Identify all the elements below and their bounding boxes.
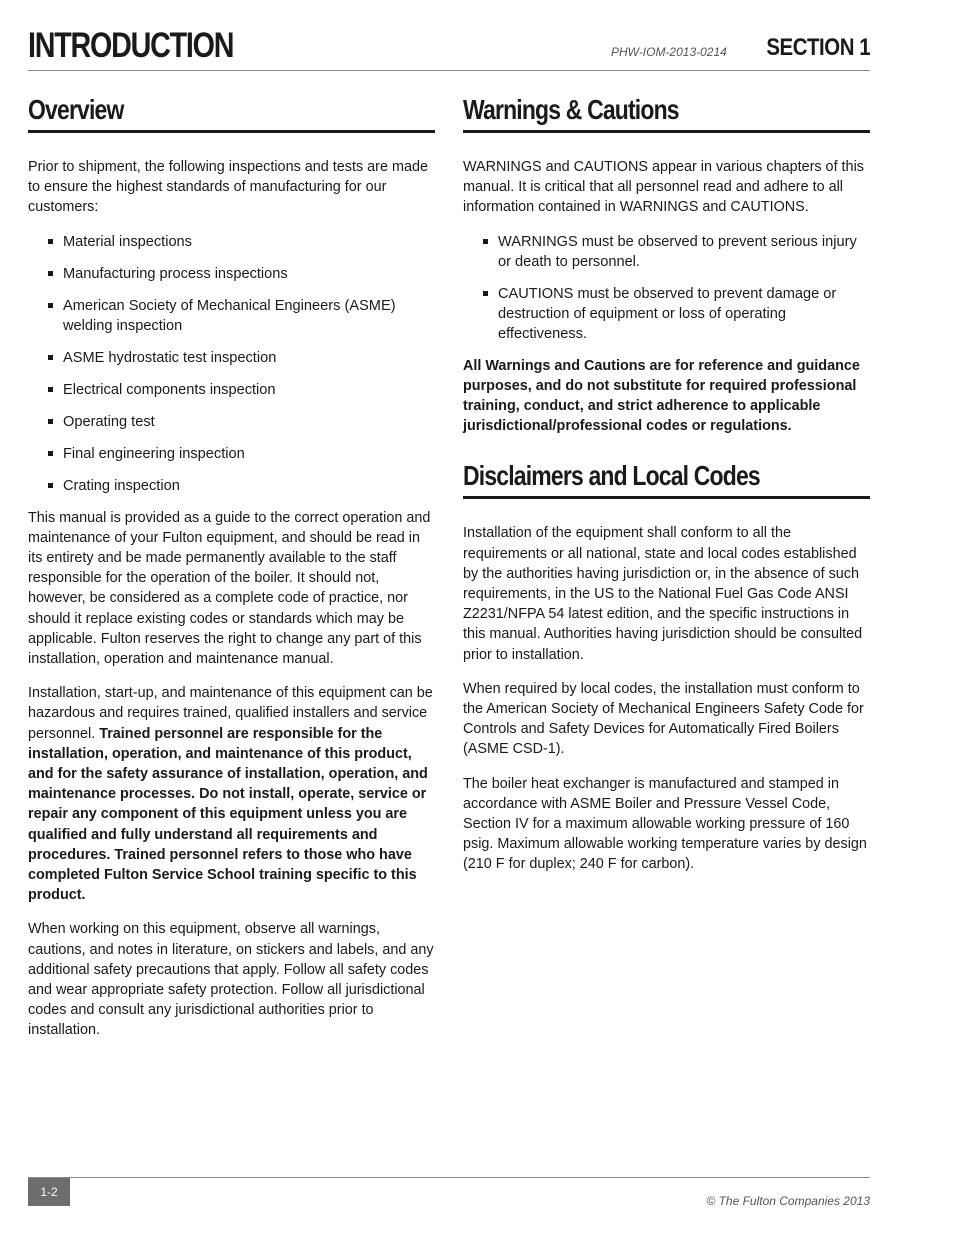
list-item: ASME hydrostatic test inspection <box>63 348 435 368</box>
warnings-bold-note: All Warnings and Cautions are for reference and guidance purposes, and do not substitute for required professional training, conduct, and strict adherence to applicable jurisdictional/professional codes or regulations. <box>463 357 860 435</box>
inspection-list <box>28 232 435 496</box>
manual-purpose-paragraph: This manual is provided as a guide to the correct operation and maintenance of your Fulton equipment, and should be read in its entirety and be made permanently available to the staff responsible for the operation of the boiler. It should not, however, be considered as a complete code of practice, nor should it replace existing codes or standards which may be applicable. Fulton reserves the right to change any part of this installation, operation and maintenance manual. <box>28 509 431 668</box>
list-item: Material inspections <box>63 232 435 252</box>
disclaimers-paragraph-1: Installation of the equipment shall conform to all the requirements or all national, state and local codes established by the authorities having jurisdiction or, in the absence of such requirements, in the US to the National Fuel Gas Code ANSI Z2231/NFPA 54 latest edition, and the specific instructions in this manual. Authorities having jurisdiction should be consulted prior to installation. <box>463 525 863 663</box>
warnings-list <box>463 232 870 344</box>
list-item: CAUTIONS must be observed to prevent damage or destruction of equipment or loss of operating effectiveness. <box>498 284 870 344</box>
list-item: Electrical components inspection <box>63 380 435 400</box>
list-item: American Society of Mechanical Engineers (ASME) welding inspection <box>63 296 435 336</box>
disclaimers-paragraph-3: The boiler heat exchanger is manufactured and stamped in accordance with ASME Boiler and Pressure Vessel Code, Section IV for a maximum allowable working pressure of 160 psig. Maximum allowable working temperature varies by design (210 F for duplex; 240 F for carbon). <box>463 775 867 873</box>
safety-paragraph: When working on this equipment, observe all warnings, cautions, and notes in literature, on stickers and labels, and any additional safety precautions that apply. Follow all safety codes and wear appropriate safety protection. Follow all jurisdictional codes and consult any jurisdictional authorities prior to installation. <box>28 921 434 1039</box>
section-label: SECTION 1 <box>766 34 870 61</box>
page-header <box>28 22 870 71</box>
list-item: WARNINGS must be observed to prevent serious injury or death to personnel. <box>498 232 870 272</box>
left-column <box>28 92 435 1055</box>
list-item: Final engineering inspection <box>63 444 435 464</box>
warnings-heading: Warnings & Cautions <box>463 92 870 133</box>
list-item: Manufacturing process inspections <box>63 264 435 284</box>
personnel-text: Installation, start-up, and maintenance of this equipment can be hazardous and requires trained, qualified installers and service personnel. <box>28 685 433 742</box>
copyright: © The Fulton Companies 2013 <box>706 1194 870 1208</box>
footer-divider <box>28 1177 870 1178</box>
list-item: Operating test <box>63 412 435 432</box>
right-column <box>463 92 870 889</box>
disclaimers-heading: Disclaimers and Local Codes <box>463 458 870 499</box>
disclaimers-paragraph-2: When required by local codes, the installation must conform to the American Society of Mechanical Engineers Safety Code for Controls and Safety Devices for Automatically Fired Boilers (ASME CSD-1). <box>463 680 864 758</box>
overview-intro: Prior to shipment, the following inspections and tests are made to ensure the highest standards of manufacturing for our customers: <box>28 159 428 216</box>
document-code: PHW-IOM-2013-0214 <box>611 45 727 59</box>
list-item: Crating inspection <box>63 476 435 496</box>
page-number: 1-2 <box>28 1178 70 1206</box>
overview-heading: Overview <box>28 92 435 133</box>
personnel-paragraph <box>28 683 435 905</box>
page-title: INTRODUCTION <box>28 26 234 65</box>
personnel-bold-text: Trained personnel are responsible for the installation, operation, and maintenance of this product, and for the safety assurance of installation, operation, and maintenance processes. Do not install, operate, service or repair any component of this equipment unless you are qualified and fully understand all requirements and procedures. Trained personnel refers to those who have completed Fulton Service School training specific to this product. <box>28 725 428 904</box>
warnings-intro: WARNINGS and CAUTIONS appear in various chapters of this manual. It is critical that all personnel read and adhere to all information contained in WARNINGS and CAUTIONS. <box>463 159 864 216</box>
